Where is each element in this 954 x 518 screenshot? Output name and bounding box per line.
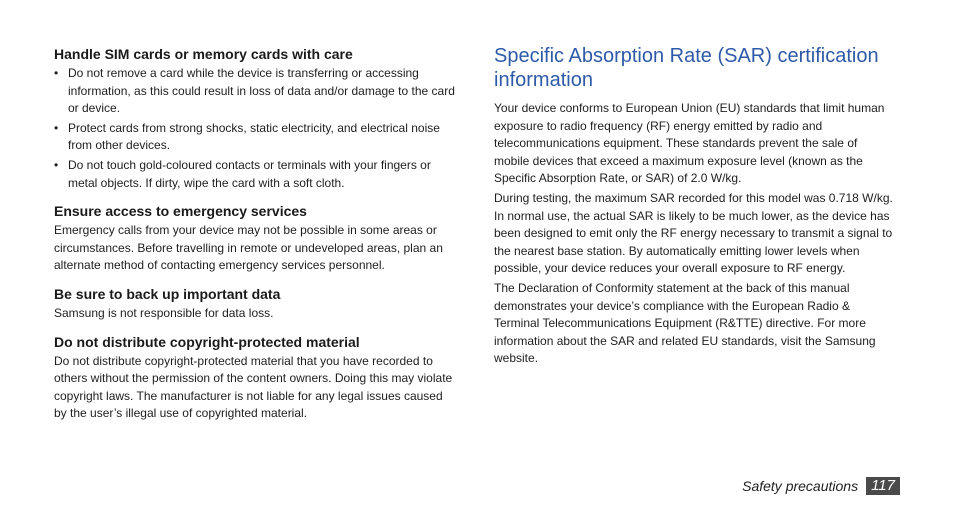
section-heading: Be sure to back up important data bbox=[54, 285, 281, 302]
sar-paragraph: The Declaration of Conformity statement at the back of this manual demonstrates your device’s compliance with the European Radio & Terminal Telecommunications Equipment (R&TTE) directive. For more information about the SAR and related EU standards, visit the Samsung website. bbox=[494, 280, 876, 366]
bullet-item: • Protect cards from strong shocks, static electricity, and electrical noise from other devices. bbox=[54, 120, 440, 153]
section-backup bbox=[54, 285, 456, 323]
section-heading: Ensure access to emergency services bbox=[54, 203, 307, 220]
section-copyright bbox=[54, 333, 456, 423]
section-emergency bbox=[54, 202, 456, 275]
page-footer bbox=[742, 477, 900, 495]
section-heading: Handle SIM cards or memory cards with care bbox=[54, 46, 353, 62]
section-sim-cards bbox=[54, 45, 456, 192]
right-column bbox=[494, 44, 894, 370]
footer-section-label: Safety precautions bbox=[742, 478, 859, 494]
sar-paragraph: During testing, the maximum SAR recorded for this model was 0.718 W/kg. In normal use, the actual SAR is likely to be much lower, as the device has been designed to emit only the RF energy necessary to transmit a signal to the nearest base station. By automatically emitting lower levels when possible, your device reduces your overall exposure to RF energy. bbox=[494, 190, 893, 276]
left-column bbox=[54, 45, 456, 433]
bullet-item: • Do not touch gold-coloured contacts or terminals with your fingers or metal objects. If dirty, wipe the card with a soft cloth. bbox=[54, 157, 431, 190]
bullet-icon: • bbox=[54, 66, 59, 80]
section-text: Do not distribute copyright-protected material that you have recorded to others without the permission of the content owners. Doing this may violate copyright laws. The manufacturer is not liable for any legal issues caused by the user’s illegal use of copyrighted material. bbox=[54, 353, 453, 421]
section-text: Samsung is not responsible for data loss. bbox=[54, 305, 274, 320]
sar-title: Specific Absorption Rate (SAR) certification information bbox=[494, 45, 879, 91]
sar-paragraph: Your device conforms to European Union (EU) standards that limit human exposure to radio frequency (RF) energy emitted by radio and telecommunications equipment. These standards prevent the sale of mobile devices that exceed a maximum exposure level (known as the Specific Absorption Rate, or SAR) of 2.0 W/kg. bbox=[494, 101, 885, 186]
section-heading: Do not distribute copyright-protected material bbox=[54, 333, 360, 350]
bullet-icon: • bbox=[54, 120, 59, 135]
bullet-item: • Do not remove a card while the device is transferring or accessing information, as this could result in loss of data and/or damage to the card or device. bbox=[54, 66, 455, 116]
bullet-list bbox=[54, 65, 456, 192]
section-text: Emergency calls from your device may not be possible in some areas or circumstances. Before travelling in remote or undeveloped areas, plan an alternate method of contacting emergency services personnel. bbox=[54, 223, 443, 273]
page-number: 117 bbox=[866, 477, 900, 495]
bullet-icon: • bbox=[54, 157, 59, 172]
